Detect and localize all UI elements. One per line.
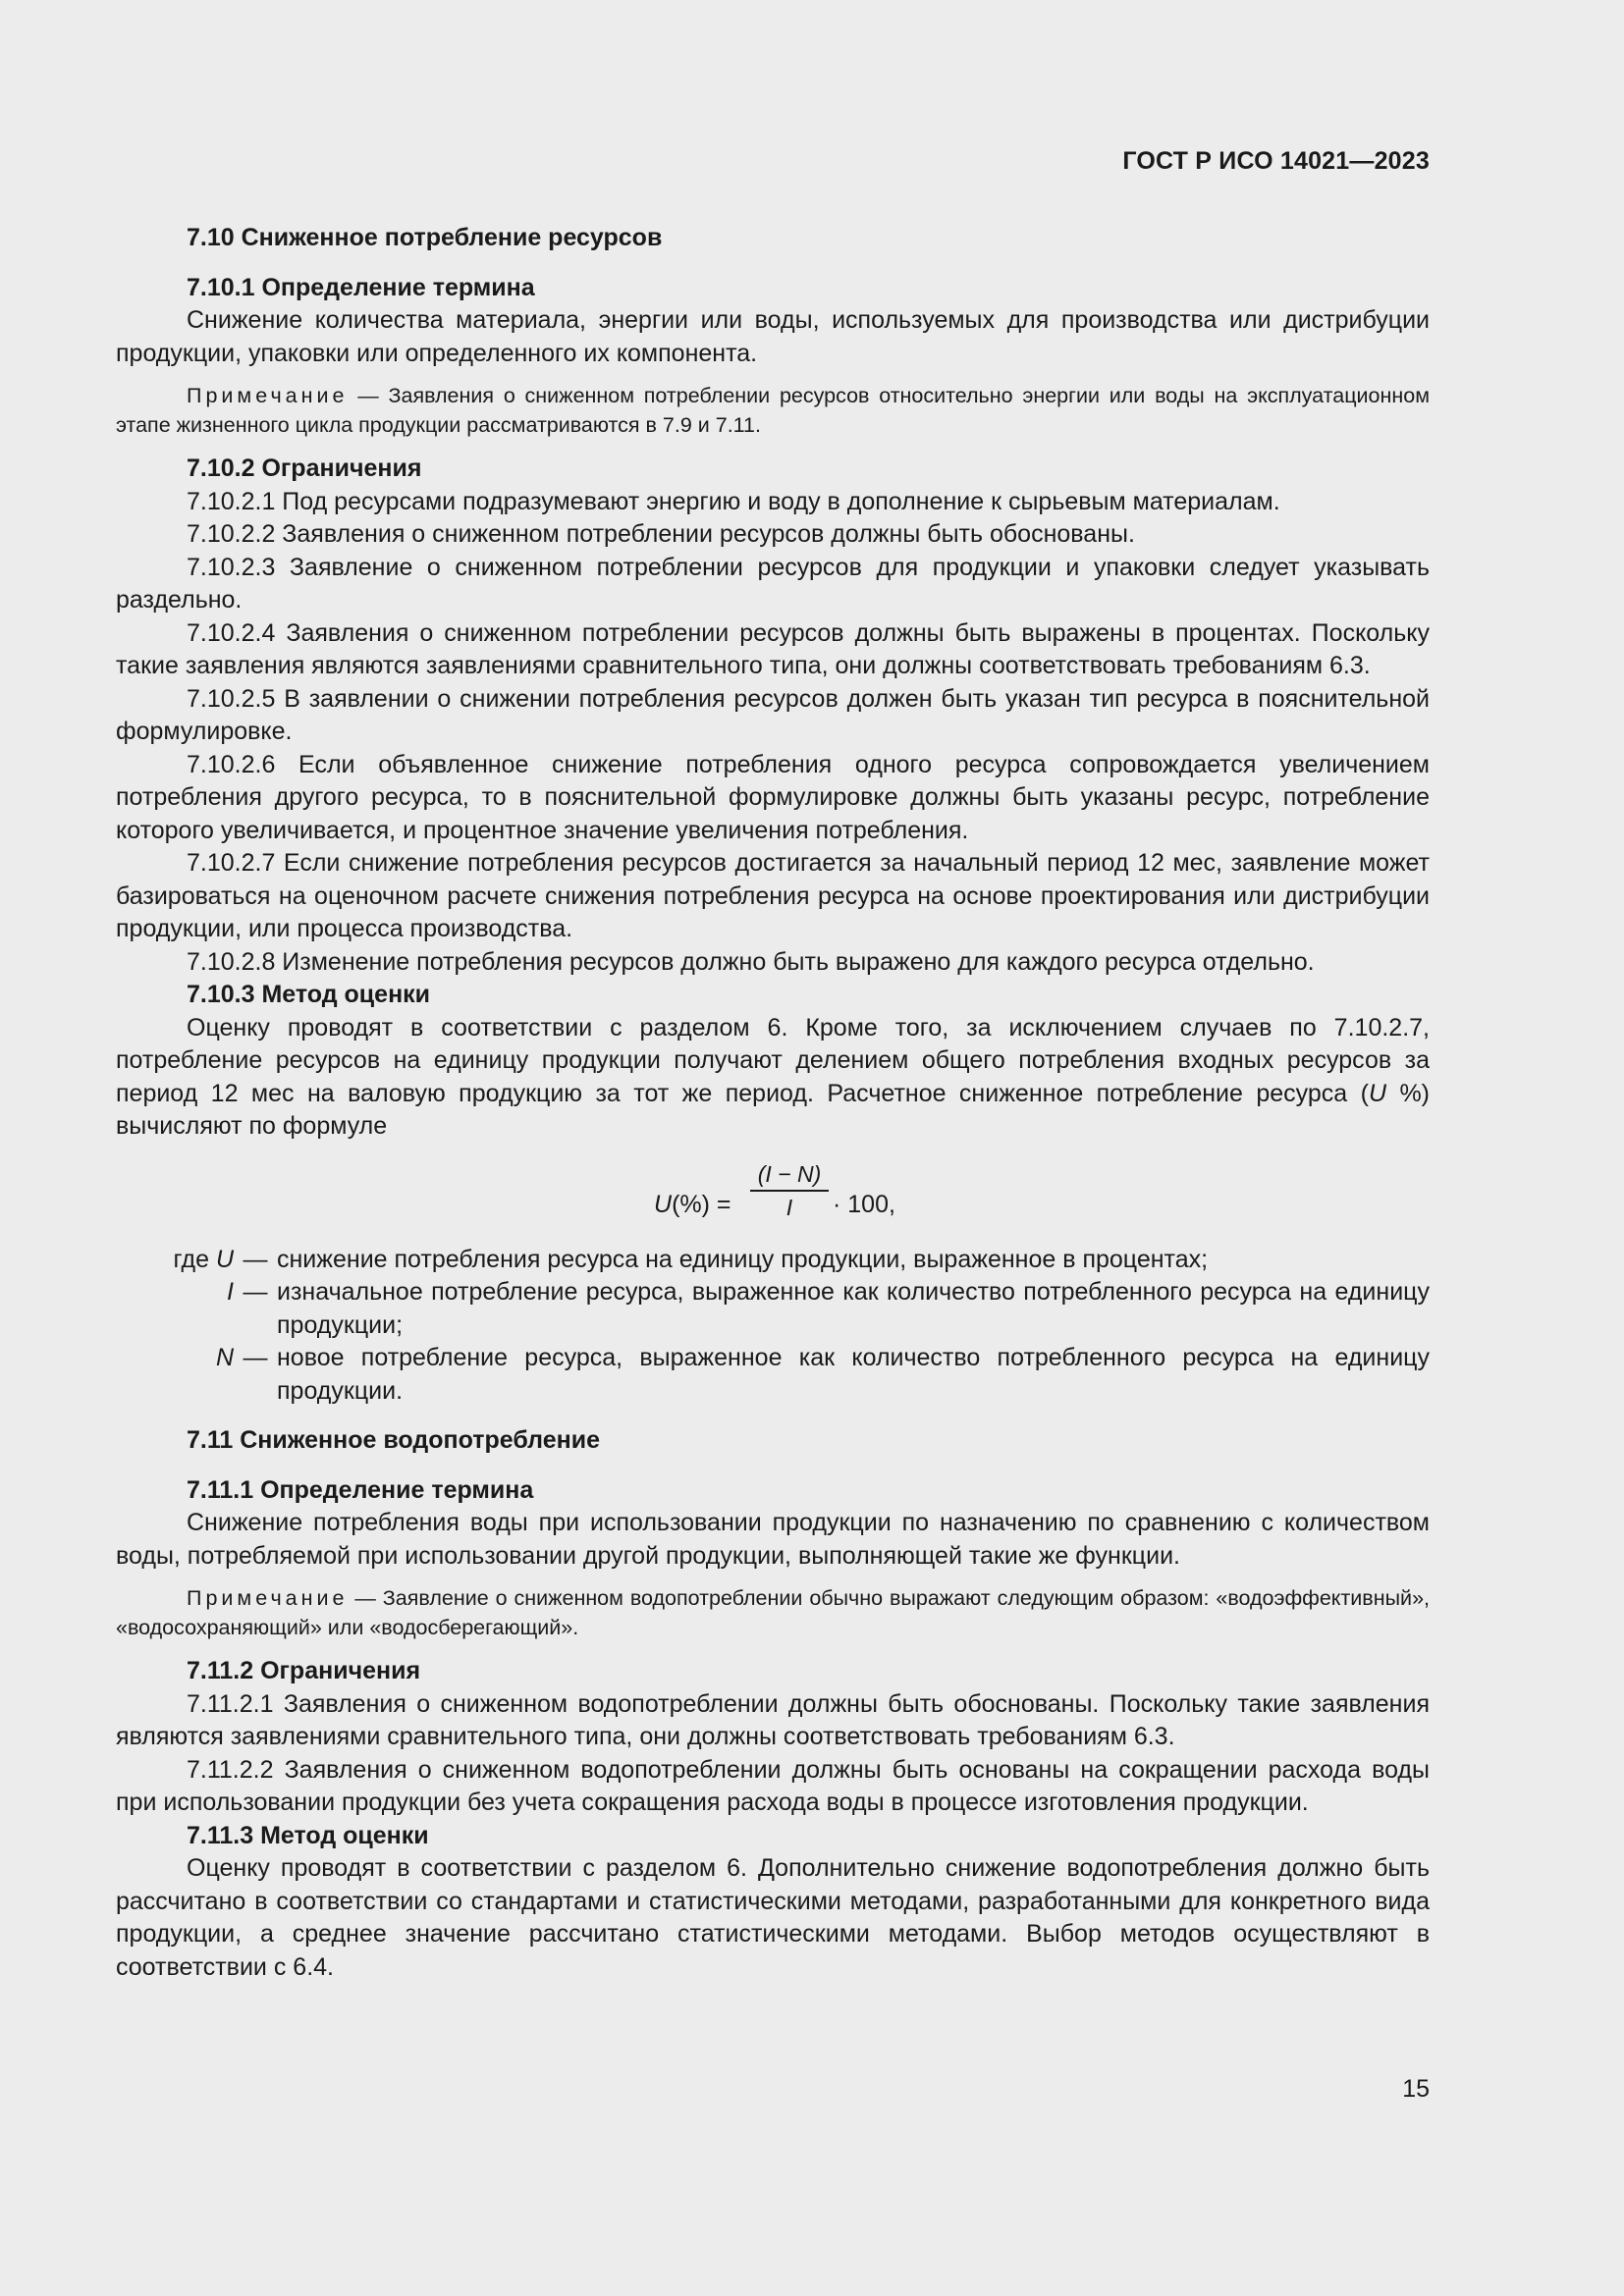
section-7-11-2-title: 7.11.2 Ограничения xyxy=(187,1657,421,1684)
symbol: N xyxy=(215,1344,234,1371)
fraction-bar xyxy=(750,1190,829,1192)
text-part: Оценку проводят в соответствии с разделом 6. Кроме того, за исключением случаев по 7.10.2.7, потребление ресурсов на единицу продукции получают делением общего потребления входных ресурсов за период 12 мес на валовую продукцию за тот же период. Расчетное сниженное потребление ресурса ( xyxy=(116,1013,1430,1107)
standard-designation: ГОСТ Р ИСО 14021—2023 xyxy=(1122,147,1430,175)
definition-dash: — xyxy=(243,1245,268,1273)
symbol: I xyxy=(227,1278,234,1306)
section-7-11-1-title: 7.11.1 Определение термина xyxy=(187,1475,534,1504)
clause-7-10-2-2: 7.10.2.2 Заявления о сниженном потреблении ресурсов должны быть обоснованы. xyxy=(187,520,1135,548)
section-7-10-3-text xyxy=(116,1012,1430,1144)
page-content xyxy=(116,222,1430,1984)
definition-dash: — xyxy=(243,1344,268,1371)
formula-rhs: · 100, xyxy=(833,1190,895,1218)
variable-definitions xyxy=(116,1244,1430,1409)
clause-7-10-2-1: 7.10.2.1 Под ресурсами подразумевают энергию и воду в дополнение к сырьевым материалам. xyxy=(187,487,1280,515)
clause-7-11-2-2: 7.11.2.2 Заявления о сниженном водопотреблении должны быть основаны на сокращении расхода воды при использовании продукции без учета сокращения расхода воды в процессе изготовления продукции. xyxy=(116,1755,1430,1816)
section-7-10-1-title: 7.10.1 Определение термина xyxy=(187,273,535,301)
note-7-10-1 xyxy=(116,381,1430,440)
clause-7-10-2-8: 7.10.2.8 Изменение потребления ресурсов должно быть выражено для каждого ресурса отдельно. xyxy=(187,947,1315,976)
note-text: — Заявление о сниженном водопотреблении обычно выражают следующим образом: «водоэффективный», «водосохраняющий» или «водосберегающий». xyxy=(116,1586,1430,1639)
clause-7-10-2-6: 7.10.2.6 Если объявленное снижение потребления одного ресурса сопровождается увеличением потребления другого ресурса, то в пояснительной формулировке должны быть указаны ресурс, потребление которого увеличивается, и процентное значение увеличения потребления. xyxy=(116,750,1430,844)
section-7-10-3-title: 7.10.3 Метод оценки xyxy=(187,981,431,1008)
definition-symbol xyxy=(116,1244,234,1277)
formula-lhs xyxy=(654,1189,731,1222)
section-7-10-2-title: 7.10.2 Ограничения xyxy=(187,454,422,482)
definition-text: изначальное потребление ресурса, выраженное как количество потребленного ресурса на единицу продукции; xyxy=(277,1278,1430,1339)
definition-text: снижение потребления ресурса на единицу продукции, выраженное в процентах; xyxy=(277,1245,1209,1273)
formula-denominator: I xyxy=(785,1194,793,1220)
page-number: 15 xyxy=(1402,2075,1430,2103)
formula-lhs-paren: (%) = xyxy=(672,1190,731,1218)
definition-text: новое потребление ресурса, выраженное как количество потребленного ресурса на единицу продукции. xyxy=(277,1344,1430,1405)
section-7-11-3-title: 7.11.3 Метод оценки xyxy=(187,1821,429,1849)
section-7-10-1-text: Снижение количества материала, энергии или воды, используемых для производства или дистрибуции продукции, упаковки или определенного их компонента. xyxy=(116,306,1430,367)
symbol: U xyxy=(215,1245,234,1273)
formula-numerator: (I − N) xyxy=(757,1160,822,1187)
variable-u: U xyxy=(1368,1079,1387,1107)
definition-row xyxy=(116,1244,1430,1277)
clause-7-10-2-7: 7.10.2.7 Если снижение потребления ресурсов достигается за начальный период 12 мес, заявление может базироваться на оценочном расчете снижения потребления ресурса на основе проектирования или дистрибуции продукции, или процесса производства. xyxy=(116,849,1430,942)
clause-7-10-2-3: 7.10.2.3 Заявление о сниженном потреблении ресурсов для продукции и упаковки следует указывать раздельно. xyxy=(116,553,1430,614)
section-7-11-title: 7.11 Сниженное водопотребление xyxy=(187,1426,600,1454)
definition-symbol xyxy=(116,1342,234,1408)
note-7-11-1 xyxy=(116,1583,1430,1642)
section-7-11-3-text: Оценку проводят в соответствии с разделом 6. Дополнительно снижение водопотребления должно быть рассчитано в соответствии со стандартами и статистическими методами, разработанными для конкретного вида продукции, а среднее значение рассчитано статистическими методами. Выбор методов осуществляют в соответствии с 6.4. xyxy=(116,1854,1430,1981)
note-text: — Заявления о сниженном потреблении ресурсов относительно энергии или воды на эксплуатационном этапе жизненного цикла продукции рассматриваются в 7.9 и 7.11. xyxy=(116,384,1430,437)
formula xyxy=(116,1151,1430,1238)
definition-dash: — xyxy=(243,1278,268,1306)
section-7-10-title: 7.10 Сниженное потребление ресурсов xyxy=(187,224,663,251)
clause-7-10-2-5: 7.10.2.5 В заявлении о снижении потребления ресурсов должен быть указан тип ресурса в пояснительной формулировке. xyxy=(116,684,1430,745)
where-word: где xyxy=(173,1245,216,1273)
note-label: Примечание xyxy=(187,1586,349,1610)
note-label: Примечание xyxy=(187,384,349,407)
text-part: %) вычисляют по формуле xyxy=(116,1079,1431,1140)
definition-symbol xyxy=(116,1276,234,1342)
definition-row xyxy=(116,1276,1430,1342)
formula-fraction xyxy=(750,1160,829,1221)
clause-7-11-2-1: 7.11.2.1 Заявления о сниженном водопотреблении должны быть обоснованы. Поскольку такие заявления являются заявлениями сравнительного типа, они должны соответствовать требованиям 6.3. xyxy=(116,1689,1430,1750)
formula-var-u: U xyxy=(654,1190,673,1218)
definition-row xyxy=(116,1342,1430,1408)
section-7-11-1-text: Снижение потребления воды при использовании продукции по назначению по сравнению с количеством воды, потребляемой при использовании другой продукции, выполняющей такие же функции. xyxy=(116,1509,1430,1570)
clause-7-10-2-4: 7.10.2.4 Заявления о сниженном потреблении ресурсов должны быть выражены в процентах. Поскольку такие заявления являются заявлениями сравнительного типа, они должны соответствовать требованиям 6.3. xyxy=(116,618,1430,679)
